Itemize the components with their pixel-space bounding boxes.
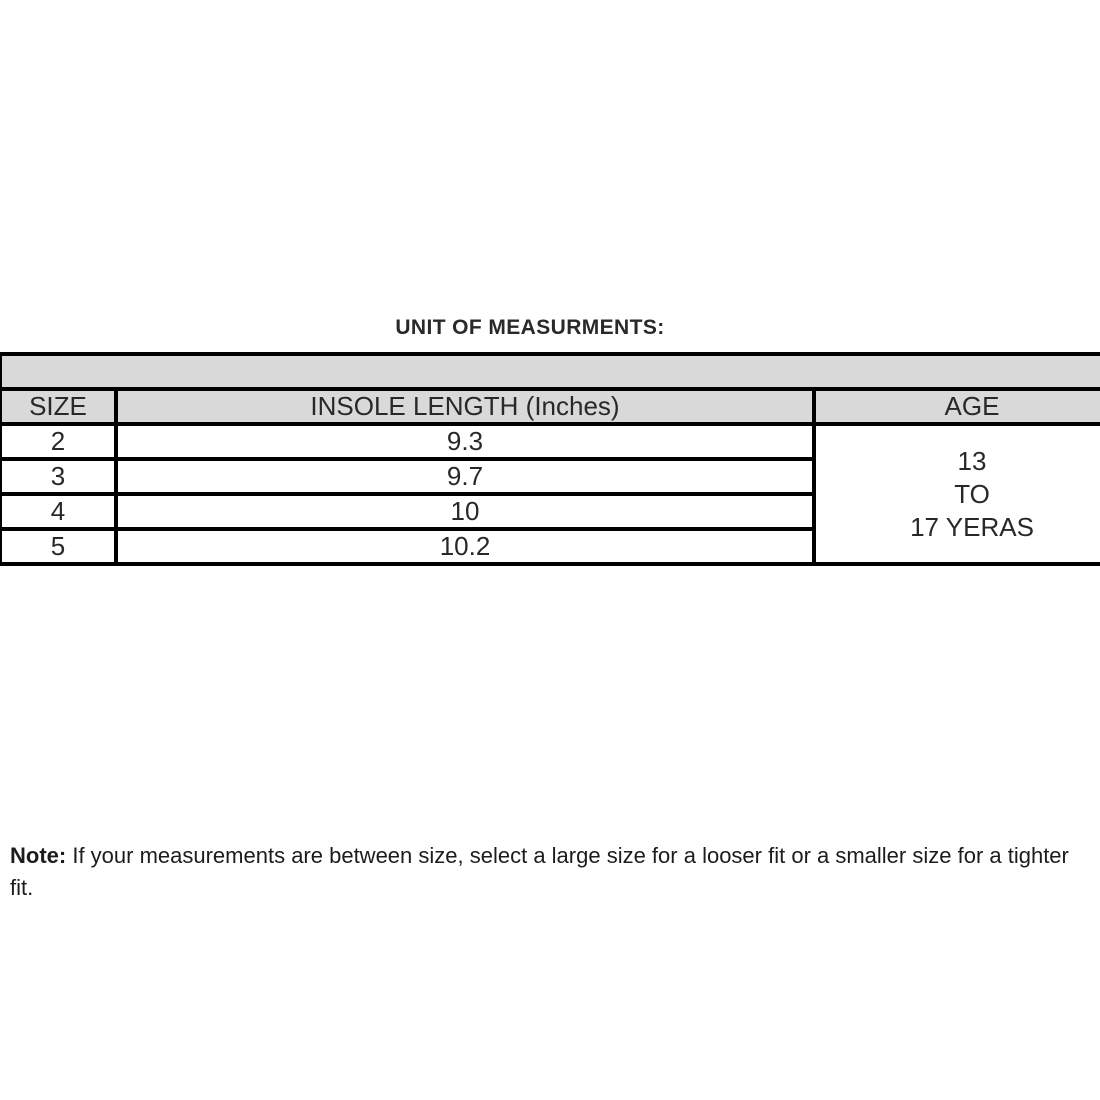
page-title: UNIT OF MEASURMENTS: — [395, 316, 665, 339]
age-line: TO — [954, 478, 990, 509]
insole-value: 10 — [116, 494, 814, 529]
size-chart-table-wrap — [0, 352, 1100, 570]
table-header-row — [0, 389, 1100, 424]
size-value: 5 — [0, 529, 116, 564]
table-band-row — [0, 354, 1100, 389]
insole-value: 9.3 — [116, 424, 814, 459]
age-line: 17 YERAS — [910, 511, 1034, 542]
table-row — [0, 424, 1100, 459]
insole-value: 10.2 — [116, 529, 814, 564]
insole-value: 9.7 — [116, 459, 814, 494]
gray-band-cell — [0, 354, 1100, 389]
size-value: 3 — [0, 459, 116, 494]
age-line: 13 — [957, 445, 987, 476]
fit-note-label: Note: — [10, 843, 67, 868]
size-value: 2 — [0, 424, 116, 459]
header-insole-length: INSOLE LENGTH (Inches) — [116, 389, 814, 424]
header-age: AGE — [814, 389, 1100, 424]
header-size: SIZE — [0, 389, 116, 424]
age-merged-cell — [814, 424, 1100, 564]
size-value: 4 — [0, 494, 116, 529]
fit-note — [10, 840, 1088, 904]
fit-note-text: If your measurements are between size, select a large size for a looser fit or a smaller size for a tighter fit. — [10, 843, 1069, 900]
size-chart-table — [0, 352, 1100, 566]
